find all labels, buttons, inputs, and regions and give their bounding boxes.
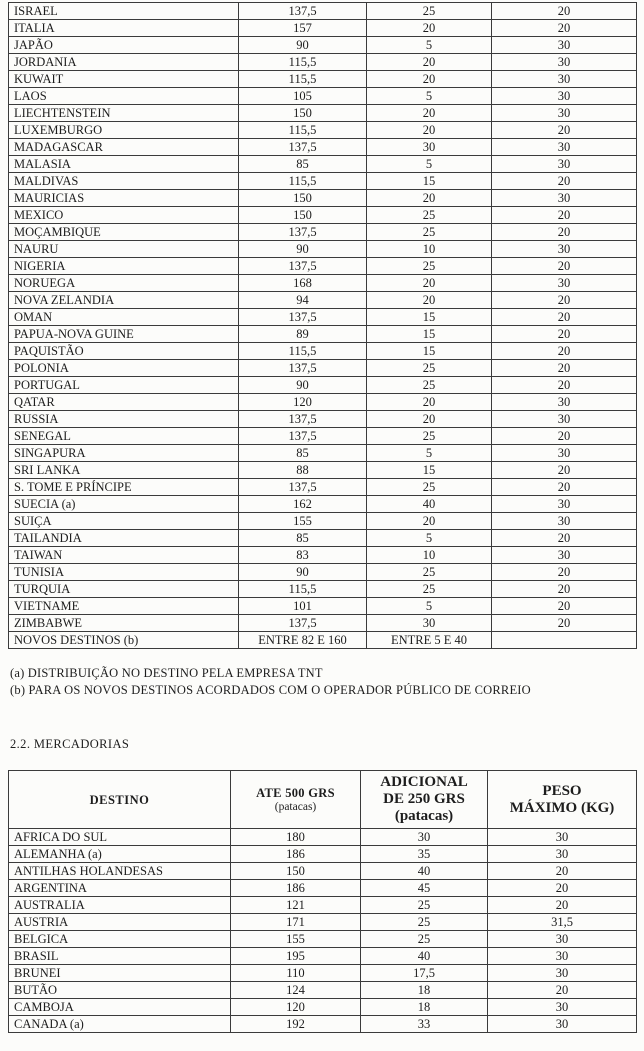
value-cell: ENTRE 5 E 40 xyxy=(367,632,492,649)
table-row xyxy=(9,863,637,880)
value-cell: 17,5 xyxy=(361,965,488,982)
destination-cell: ISRAEL xyxy=(9,3,239,20)
value-cell: 137,5 xyxy=(239,360,367,377)
destination-cell: BRASIL xyxy=(9,948,231,965)
value-cell: 90 xyxy=(239,564,367,581)
value-cell: 45 xyxy=(361,880,488,897)
value-cell: 115,5 xyxy=(239,581,367,598)
value-cell: 137,5 xyxy=(239,139,367,156)
header-adicional-unit: (patacas) xyxy=(394,808,454,824)
value-cell: 85 xyxy=(239,156,367,173)
table-row xyxy=(9,20,637,37)
value-cell: 25 xyxy=(367,479,492,496)
value-cell: 30 xyxy=(492,105,637,122)
value-cell: 137,5 xyxy=(239,615,367,632)
value-cell: 40 xyxy=(361,863,488,880)
value-cell: 30 xyxy=(488,931,637,948)
destination-cell: JORDANIA xyxy=(9,54,239,71)
value-cell: 5 xyxy=(367,445,492,462)
value-cell: 121 xyxy=(231,897,361,914)
value-cell: 20 xyxy=(492,309,637,326)
value-cell: 30 xyxy=(492,394,637,411)
value-cell: 90 xyxy=(239,37,367,54)
value-cell: 115,5 xyxy=(239,71,367,88)
destination-cell: NAURU xyxy=(9,241,239,258)
value-cell: 30 xyxy=(492,496,637,513)
value-cell: 20 xyxy=(367,105,492,122)
table-row xyxy=(9,411,637,428)
header-peso-line2: MÁXIMO (KG) xyxy=(509,799,615,816)
value-cell: 20 xyxy=(492,564,637,581)
header-peso-line1: PESO xyxy=(542,782,582,799)
value-cell: 105 xyxy=(239,88,367,105)
table-row xyxy=(9,462,637,479)
value-cell: 195 xyxy=(231,948,361,965)
value-cell: 20 xyxy=(492,479,637,496)
destination-cell: MEXICO xyxy=(9,207,239,224)
table-row xyxy=(9,914,637,931)
value-cell: 5 xyxy=(367,530,492,547)
header-ate-500-grs-unit: (patacas) xyxy=(274,800,317,813)
value-cell: 20 xyxy=(367,20,492,37)
value-cell: 90 xyxy=(239,241,367,258)
destination-cell: ZIMBABWE xyxy=(9,615,239,632)
table-row xyxy=(9,360,637,377)
value-cell: 15 xyxy=(367,326,492,343)
destination-cell: MOÇAMBIQUE xyxy=(9,224,239,241)
table-row xyxy=(9,173,637,190)
value-cell: 30 xyxy=(367,139,492,156)
table-row xyxy=(9,3,637,20)
value-cell: 30 xyxy=(488,965,637,982)
value-cell: 30 xyxy=(492,275,637,292)
destination-cell: AUSTRALIA xyxy=(9,897,231,914)
table-row xyxy=(9,530,637,547)
value-cell: 20 xyxy=(492,615,637,632)
value-cell: 10 xyxy=(367,241,492,258)
table-row xyxy=(9,88,637,105)
table-row xyxy=(9,598,637,615)
table-row xyxy=(9,615,637,632)
value-cell: 20 xyxy=(492,224,637,241)
value-cell: 137,5 xyxy=(239,309,367,326)
value-cell: 20 xyxy=(488,982,637,999)
value-cell: 150 xyxy=(231,863,361,880)
destination-cell: SUIÇA xyxy=(9,513,239,530)
header-adicional-250-grs xyxy=(361,771,488,829)
value-cell: 30 xyxy=(492,156,637,173)
destination-cell: MALASIA xyxy=(9,156,239,173)
table-row xyxy=(9,343,637,360)
value-cell: 115,5 xyxy=(239,173,367,190)
value-cell: 186 xyxy=(231,880,361,897)
table-row xyxy=(9,829,637,846)
table-row xyxy=(9,54,637,71)
header-adicional-line2: DE 250 GRS xyxy=(383,791,465,807)
header-adicional-line1: ADICIONAL xyxy=(380,774,468,790)
destination-cell: PAQUISTÃO xyxy=(9,343,239,360)
value-cell: 124 xyxy=(231,982,361,999)
value-cell: 115,5 xyxy=(239,54,367,71)
value-cell: ENTRE 82 E 160 xyxy=(239,632,367,649)
value-cell: 20 xyxy=(367,411,492,428)
header-peso-maximo xyxy=(488,771,637,829)
mercadorias-table xyxy=(8,770,637,1033)
table-row xyxy=(9,965,637,982)
table-row xyxy=(9,982,637,999)
value-cell: 20 xyxy=(492,207,637,224)
table-row xyxy=(9,880,637,897)
value-cell: 115,5 xyxy=(239,343,367,360)
value-cell: 20 xyxy=(492,462,637,479)
table-row xyxy=(9,258,637,275)
table-row xyxy=(9,513,637,530)
value-cell: 30 xyxy=(492,88,637,105)
value-cell: 30 xyxy=(492,547,637,564)
value-cell: 25 xyxy=(367,207,492,224)
value-cell: 25 xyxy=(367,377,492,394)
destination-cell: MADAGASCAR xyxy=(9,139,239,156)
value-cell: 20 xyxy=(367,292,492,309)
destination-cell: SINGAPURA xyxy=(9,445,239,462)
value-cell: 155 xyxy=(231,931,361,948)
value-cell: 30 xyxy=(492,139,637,156)
table-row xyxy=(9,105,637,122)
value-cell: 20 xyxy=(488,880,637,897)
section-heading: 2.2. MERCADORIAS xyxy=(10,737,130,751)
table-row xyxy=(9,428,637,445)
value-cell: 192 xyxy=(231,1016,361,1033)
value-cell: 137,5 xyxy=(239,258,367,275)
destination-cell: TURQUIA xyxy=(9,581,239,598)
table-row xyxy=(9,931,637,948)
value-cell: 30 xyxy=(492,445,637,462)
value-cell: 150 xyxy=(239,190,367,207)
value-cell: 15 xyxy=(367,462,492,479)
value-cell: 94 xyxy=(239,292,367,309)
destination-cell: NOVOS DESTINOS (b) xyxy=(9,632,239,649)
value-cell: 137,5 xyxy=(239,3,367,20)
value-cell: 89 xyxy=(239,326,367,343)
destination-cell: BUTÃO xyxy=(9,982,231,999)
table-row xyxy=(9,377,637,394)
value-cell: 5 xyxy=(367,598,492,615)
destination-cell: CANADA (a) xyxy=(9,1016,231,1033)
value-cell: 85 xyxy=(239,530,367,547)
value-cell: 180 xyxy=(231,829,361,846)
destination-cell: KUWAIT xyxy=(9,71,239,88)
value-cell: 155 xyxy=(239,513,367,530)
value-cell: 20 xyxy=(492,20,637,37)
value-cell: 150 xyxy=(239,105,367,122)
value-cell: 30 xyxy=(492,411,637,428)
value-cell: 20 xyxy=(492,598,637,615)
value-cell: 20 xyxy=(367,275,492,292)
value-cell: 171 xyxy=(231,914,361,931)
value-cell: 83 xyxy=(239,547,367,564)
value-cell: 30 xyxy=(488,948,637,965)
value-cell: 30 xyxy=(492,241,637,258)
destination-cell: LIECHTENSTEIN xyxy=(9,105,239,122)
value-cell: 30 xyxy=(488,829,637,846)
value-cell: 25 xyxy=(367,224,492,241)
destination-cell: MALDIVAS xyxy=(9,173,239,190)
destination-cell: NIGERIA xyxy=(9,258,239,275)
destination-cell: RUSSIA xyxy=(9,411,239,428)
table-row xyxy=(9,999,637,1016)
value-cell: 20 xyxy=(367,394,492,411)
destination-cell: ALEMANHA (a) xyxy=(9,846,231,863)
value-cell: 20 xyxy=(367,190,492,207)
destination-cell: VIETNAME xyxy=(9,598,239,615)
destination-cell: NORUEGA xyxy=(9,275,239,292)
table-row xyxy=(9,156,637,173)
value-cell: 15 xyxy=(367,343,492,360)
footnote-b: (b) PARA OS NOVOS DESTINOS ACORDADOS COM O OPERADOR PÚBLICO DE CORREIO xyxy=(10,683,531,697)
destination-cell: ARGENTINA xyxy=(9,880,231,897)
value-cell: 25 xyxy=(367,360,492,377)
value-cell: 20 xyxy=(367,122,492,139)
value-cell: 20 xyxy=(367,513,492,530)
value-cell: 40 xyxy=(367,496,492,513)
destination-cell: OMAN xyxy=(9,309,239,326)
value-cell: 5 xyxy=(367,156,492,173)
table-row xyxy=(9,1016,637,1033)
destination-cell: SUECIA (a) xyxy=(9,496,239,513)
destination-cell: ANTILHAS HOLANDESAS xyxy=(9,863,231,880)
table-row xyxy=(9,190,637,207)
destination-cell: LAOS xyxy=(9,88,239,105)
table-row xyxy=(9,207,637,224)
table-row xyxy=(9,897,637,914)
destination-cell: BRUNEI xyxy=(9,965,231,982)
table-row xyxy=(9,37,637,54)
value-cell: 30 xyxy=(367,615,492,632)
table-row xyxy=(9,292,637,309)
destination-cell: SRI LANKA xyxy=(9,462,239,479)
table-row xyxy=(9,139,637,156)
value-cell: 101 xyxy=(239,598,367,615)
value-cell: 30 xyxy=(488,1016,637,1033)
header-destino: DESTINO xyxy=(9,771,231,829)
table-row xyxy=(9,309,637,326)
table-row xyxy=(9,632,637,649)
destination-cell: TUNISIA xyxy=(9,564,239,581)
value-cell: 20 xyxy=(492,377,637,394)
table-row xyxy=(9,948,637,965)
value-cell: 20 xyxy=(492,3,637,20)
value-cell: 90 xyxy=(239,377,367,394)
value-cell: 30 xyxy=(488,999,637,1016)
value-cell: 137,5 xyxy=(239,479,367,496)
value-cell: 20 xyxy=(488,863,637,880)
value-cell: 20 xyxy=(492,343,637,360)
value-cell: 20 xyxy=(488,897,637,914)
value-cell: 35 xyxy=(361,846,488,863)
value-cell: 18 xyxy=(361,982,488,999)
value-cell: 20 xyxy=(492,173,637,190)
table-row xyxy=(9,581,637,598)
destination-cell: PAPUA-NOVA GUINE xyxy=(9,326,239,343)
value-cell: 25 xyxy=(367,564,492,581)
value-cell: 110 xyxy=(231,965,361,982)
destination-cell: ITALIA xyxy=(9,20,239,37)
value-cell: 10 xyxy=(367,547,492,564)
value-cell: 20 xyxy=(492,581,637,598)
destination-cell: POLONIA xyxy=(9,360,239,377)
destination-cell: JAPÃO xyxy=(9,37,239,54)
value-cell xyxy=(492,632,637,649)
value-cell: 15 xyxy=(367,309,492,326)
table-row xyxy=(9,241,637,258)
value-cell: 31,5 xyxy=(488,914,637,931)
table-row xyxy=(9,479,637,496)
value-cell: 20 xyxy=(492,122,637,139)
table-row xyxy=(9,564,637,581)
destination-cell: MAURICIAS xyxy=(9,190,239,207)
value-cell: 20 xyxy=(367,71,492,88)
destination-cell: S. TOME E PRÍNCIPE xyxy=(9,479,239,496)
table-row xyxy=(9,445,637,462)
value-cell: 30 xyxy=(492,71,637,88)
value-cell: 25 xyxy=(361,931,488,948)
table-row xyxy=(9,547,637,564)
postal-rates-table-continued xyxy=(8,2,637,649)
destination-cell: BELGICA xyxy=(9,931,231,948)
table-row xyxy=(9,496,637,513)
value-cell: 30 xyxy=(488,846,637,863)
value-cell: 25 xyxy=(361,914,488,931)
value-cell: 20 xyxy=(492,428,637,445)
value-cell: 150 xyxy=(239,207,367,224)
value-cell: 115,5 xyxy=(239,122,367,139)
value-cell: 20 xyxy=(492,258,637,275)
value-cell: 137,5 xyxy=(239,224,367,241)
value-cell: 20 xyxy=(492,360,637,377)
destination-cell: TAILANDIA xyxy=(9,530,239,547)
value-cell: 25 xyxy=(361,897,488,914)
value-cell: 85 xyxy=(239,445,367,462)
destination-cell: PORTUGAL xyxy=(9,377,239,394)
header-ate-500-grs-label: ATE 500 GRS xyxy=(256,785,335,800)
value-cell: 25 xyxy=(367,3,492,20)
destination-cell: LUXEMBURGO xyxy=(9,122,239,139)
destination-cell: AFRICA DO SUL xyxy=(9,829,231,846)
value-cell: 30 xyxy=(492,54,637,71)
value-cell: 157 xyxy=(239,20,367,37)
destination-cell: CAMBOJA xyxy=(9,999,231,1016)
table1-body xyxy=(9,3,637,649)
value-cell: 88 xyxy=(239,462,367,479)
value-cell: 20 xyxy=(367,54,492,71)
table-row xyxy=(9,122,637,139)
value-cell: 30 xyxy=(361,829,488,846)
value-cell: 25 xyxy=(367,428,492,445)
value-cell: 30 xyxy=(492,190,637,207)
destination-cell: QATAR xyxy=(9,394,239,411)
value-cell: 25 xyxy=(367,581,492,598)
table-row xyxy=(9,326,637,343)
value-cell: 162 xyxy=(239,496,367,513)
value-cell: 186 xyxy=(231,846,361,863)
table-row xyxy=(9,71,637,88)
value-cell: 20 xyxy=(492,292,637,309)
destination-cell: TAIWAN xyxy=(9,547,239,564)
mercadorias-header-row xyxy=(9,771,637,829)
table2-body xyxy=(9,829,637,1033)
destination-cell: NOVA ZELANDIA xyxy=(9,292,239,309)
table-row xyxy=(9,846,637,863)
destination-cell: AUSTRIA xyxy=(9,914,231,931)
value-cell: 5 xyxy=(367,88,492,105)
value-cell: 5 xyxy=(367,37,492,54)
value-cell: 15 xyxy=(367,173,492,190)
value-cell: 30 xyxy=(492,513,637,530)
value-cell: 40 xyxy=(361,948,488,965)
value-cell: 120 xyxy=(239,394,367,411)
value-cell: 18 xyxy=(361,999,488,1016)
footnotes xyxy=(10,665,644,699)
destination-cell: SENEGAL xyxy=(9,428,239,445)
value-cell: 20 xyxy=(492,530,637,547)
value-cell: 168 xyxy=(239,275,367,292)
value-cell: 20 xyxy=(492,326,637,343)
footnote-a: (a) DISTRIBUIÇÃO NO DESTINO PELA EMPRESA TNT xyxy=(10,666,323,680)
value-cell: 120 xyxy=(231,999,361,1016)
value-cell: 137,5 xyxy=(239,428,367,445)
header-ate-500-grs xyxy=(231,771,361,829)
table-row xyxy=(9,394,637,411)
table-row xyxy=(9,224,637,241)
table-row xyxy=(9,275,637,292)
value-cell: 30 xyxy=(492,37,637,54)
value-cell: 25 xyxy=(367,258,492,275)
value-cell: 33 xyxy=(361,1016,488,1033)
value-cell: 137,5 xyxy=(239,411,367,428)
